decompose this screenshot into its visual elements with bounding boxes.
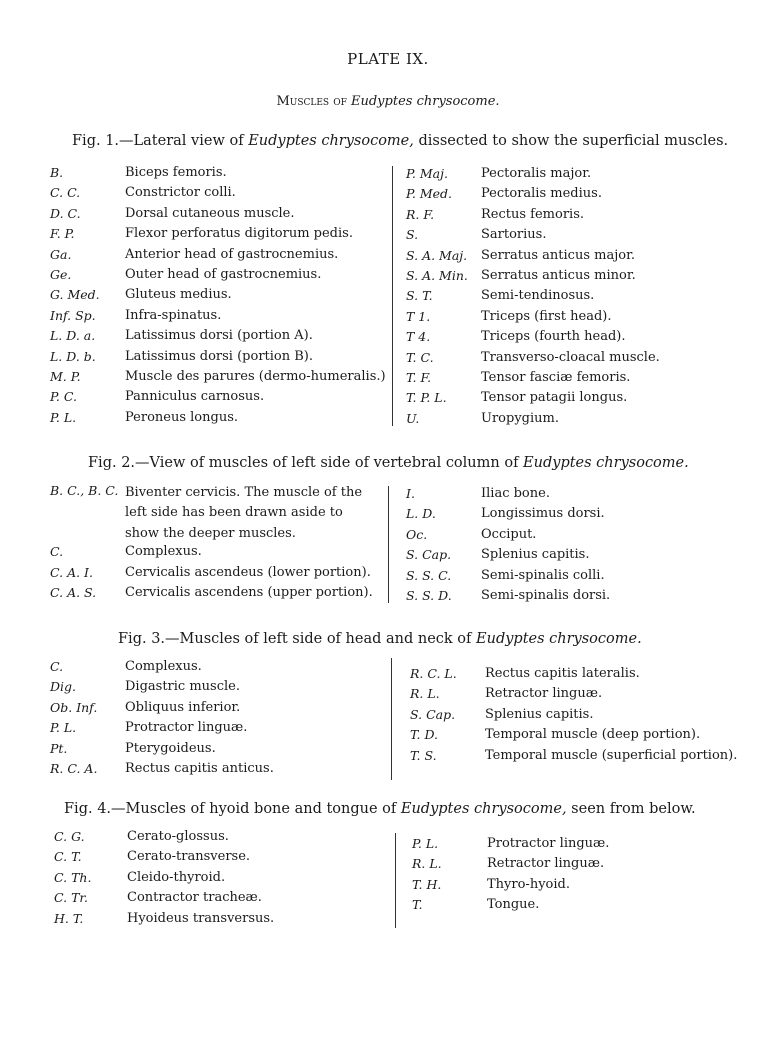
entry-name: Latissimus dorsi (portion B).: [125, 348, 313, 364]
entry-abbreviation: R. L.: [412, 856, 442, 872]
entry-abbreviation: P. Maj.: [406, 166, 448, 181]
entry-abbreviation: R. C. L.: [410, 666, 457, 681]
entry-abbreviation: R. F.: [406, 206, 435, 222]
entry-abbreviation: G. Med.: [50, 287, 100, 303]
entry-name: Gluteus medius.: [125, 287, 232, 303]
legend-entry: [54, 849, 384, 869]
entry-name: Peroneus longus.: [125, 409, 238, 425]
legend-entry: [406, 186, 736, 206]
entry-name: Sartorius.: [481, 227, 547, 243]
legend-entry: [54, 829, 384, 849]
entry-name: Triceps (fourth head).: [481, 329, 626, 345]
entry-name: Obliquus inferior.: [125, 699, 241, 715]
entry-name: Cervicalis ascendeus (lower portion).: [125, 564, 371, 580]
fig1-left-list: [50, 165, 385, 430]
entry-name: Splenius capitis.: [485, 706, 594, 722]
entry-abbreviation: C. G.: [54, 829, 85, 844]
legend-entry: [406, 547, 736, 567]
entry-name: Panniculus carnosus.: [125, 389, 265, 405]
entry-abbreviation: T. D.: [410, 727, 438, 743]
fig1-divider: [392, 166, 393, 426]
legend-entry: [50, 741, 380, 761]
entry-abbreviation: C.: [50, 544, 64, 560]
subtitle-species: Eudyptes chrysocome.: [351, 94, 500, 109]
legend-entry: [406, 411, 736, 431]
entry-abbreviation: T. F.: [406, 369, 432, 385]
entry-abbreviation: Oc.: [406, 526, 428, 542]
legend-entry: [50, 328, 385, 348]
entry-abbreviation: S. T.: [406, 288, 433, 304]
entry-abbreviation: C. A. S.: [50, 584, 97, 600]
entry-name: Biceps femoris.: [125, 165, 227, 180]
entry-abbreviation: R. L.: [410, 686, 440, 702]
entry-abbreviation: L. D.: [406, 506, 436, 522]
entry-abbreviation: B. C., B. C.: [50, 483, 119, 498]
legend-entry: [50, 267, 385, 287]
entry-abbreviation: S. S. C.: [406, 567, 452, 583]
legend-entry: [50, 565, 380, 585]
entry-name: Digastric muscle.: [125, 679, 240, 695]
entry-abbreviation: Pt.: [50, 740, 68, 756]
entry-abbreviation: C. Th.: [54, 869, 92, 885]
entry-abbreviation: T.: [412, 897, 423, 913]
entry-name: Pectoralis major.: [481, 166, 592, 181]
entry-name: Complexus.: [125, 544, 202, 560]
legend-entry: [406, 268, 736, 288]
entry-abbreviation: U.: [406, 410, 420, 426]
entry-name: Cerato-transverse.: [127, 849, 251, 865]
legend-entry: [410, 686, 740, 706]
entry-name: Retractor linguæ.: [485, 686, 603, 702]
entry-abbreviation: B.: [50, 165, 64, 180]
legend-entry: [50, 544, 380, 564]
legend-entry: [406, 390, 736, 410]
legend-entry: [50, 700, 380, 720]
fig3-right-list: [410, 666, 740, 768]
fig1-right-list: [406, 166, 736, 431]
entry-abbreviation: L. D. a.: [50, 328, 96, 344]
legend-entry: [406, 486, 736, 506]
legend-entry: [406, 370, 736, 390]
entry-name: Serratus anticus major.: [481, 247, 635, 263]
legend-entry: [410, 748, 740, 768]
entry-abbreviation: T. H.: [412, 876, 442, 892]
subtitle-prefix: Muscles of: [276, 94, 347, 109]
legend-entry: [406, 227, 736, 247]
legend-entry: [412, 877, 742, 897]
legend-entry: [412, 856, 742, 876]
entry-abbreviation: S. Cap.: [410, 706, 456, 722]
entry-abbreviation: D. C.: [50, 205, 81, 221]
legend-entry: [412, 836, 742, 856]
legend-entry: [50, 308, 385, 328]
entry-abbreviation: P. C.: [50, 389, 77, 405]
entry-name: Cleido-thyroid.: [127, 869, 226, 885]
entry-name: Longissimus dorsi.: [481, 506, 605, 522]
fig4-right-list: [412, 836, 742, 918]
legend-entry: [406, 248, 736, 268]
entry-name: Protractor linguæ.: [487, 836, 610, 851]
legend-entry: [406, 329, 736, 349]
legend-entry: [50, 585, 380, 605]
entry-name: Serratus anticus minor.: [481, 267, 636, 283]
entry-name: Occiput.: [481, 526, 537, 542]
entry-abbreviation: T. P. L.: [406, 390, 447, 406]
entry-abbreviation: C. Tr.: [54, 890, 88, 906]
entry-abbreviation: S.: [406, 227, 419, 243]
fig1-title: Fig. 1.—Lateral view of Eudyptes chrysocome, dissected to show the superficial muscles.: [72, 133, 729, 149]
fig2-right-list: [406, 486, 736, 608]
entry-abbreviation: C. C.: [50, 185, 81, 201]
entry-name: Tensor patagii longus.: [481, 390, 628, 406]
legend-entry: [410, 666, 740, 686]
entry-abbreviation: C. T.: [54, 849, 82, 865]
entry-name: Uropygium.: [481, 410, 559, 426]
fig3-left-list: [50, 659, 380, 781]
entry-abbreviation: H. T.: [54, 910, 84, 926]
entry-name: Triceps (first head).: [481, 308, 612, 324]
fig3-divider: [391, 658, 392, 780]
entry-abbreviation: S. Cap.: [406, 547, 452, 563]
legend-entry: [50, 369, 385, 389]
entry-abbreviation: R. C. A.: [50, 760, 98, 776]
entry-name: Infra-spinatus.: [125, 307, 222, 323]
entry-name: Biventer cervicis. The muscle of the left side has been drawn aside to show the deeper muscles.: [125, 485, 363, 541]
legend-entry: [50, 659, 380, 679]
entry-name: Protractor linguæ.: [125, 720, 248, 736]
entry-name: Iliac bone.: [481, 486, 550, 501]
entry-name: Anterior head of gastrocnemius.: [125, 246, 339, 262]
entry-name: Tongue.: [487, 897, 540, 913]
entry-name: Rectus femoris.: [481, 206, 584, 222]
legend-entry: [406, 309, 736, 329]
legend-entry: [406, 288, 736, 308]
legend-entry: [50, 287, 385, 307]
fig2-left-list: [50, 483, 380, 605]
fig2-divider: [388, 486, 389, 603]
entry-name: Semi-spinalis dorsi.: [481, 587, 611, 603]
fig3-title: Fig. 3.—Muscles of left side of head and neck of Eudyptes chrysocome.: [118, 631, 642, 647]
legend-entry: [50, 185, 385, 205]
legend-entry: [406, 166, 736, 186]
legend-entry: [50, 206, 385, 226]
entry-name: Rectus capitis anticus.: [125, 760, 274, 776]
legend-entry: [50, 389, 385, 409]
fig4-divider: [395, 833, 396, 928]
entry-name: Muscle des parures (dermo-humeralis.): [125, 368, 386, 384]
entry-name: Retractor linguæ.: [487, 856, 605, 872]
entry-abbreviation: L. D. b.: [50, 348, 96, 364]
entry-abbreviation: T 1.: [406, 308, 431, 324]
entry-name: Latissimus dorsi (portion A).: [125, 328, 313, 344]
entry-abbreviation: S. A. Min.: [406, 267, 468, 283]
legend-entry: [406, 588, 736, 608]
legend-entry: [406, 350, 736, 370]
fig2-title: Fig. 2.—View of muscles of left side of vertebral column of Eudyptes chrysocome.: [88, 455, 689, 471]
entry-abbreviation: S. A. Maj.: [406, 247, 468, 263]
plate-subtitle: [0, 94, 776, 109]
entry-abbreviation: P. L.: [412, 836, 439, 851]
entry-abbreviation: I.: [406, 486, 415, 501]
legend-entry: [54, 890, 384, 910]
entry-name: Pterygoideus.: [125, 740, 216, 756]
legend-entry: [406, 568, 736, 588]
entry-name: Constrictor colli.: [125, 185, 236, 201]
plate-title: PLATE IX.: [347, 50, 429, 68]
legend-entry: [410, 727, 740, 747]
entry-name: Flexor perforatus digitorum pedis.: [125, 226, 353, 242]
entry-abbreviation: T. S.: [410, 747, 437, 763]
entry-name: Pectoralis medius.: [481, 186, 602, 202]
entry-abbreviation: C. A. I.: [50, 564, 93, 580]
legend-entry: [54, 911, 384, 931]
legend-entry: [50, 410, 385, 430]
entry-abbreviation: S. S. D.: [406, 587, 452, 603]
entry-name: Complexus.: [125, 659, 202, 674]
entry-abbreviation: M. P.: [50, 368, 81, 384]
legend-entry: [50, 761, 380, 781]
entry-abbreviation: T. C.: [406, 349, 434, 365]
legend-entry: [50, 349, 385, 369]
entry-abbreviation: P. L.: [50, 720, 77, 736]
entry-abbreviation: Ga.: [50, 246, 72, 262]
legend-entry: [406, 506, 736, 526]
legend-entry: [50, 247, 385, 267]
legend-entry: [50, 226, 385, 246]
fig4-title: Fig. 4.—Muscles of hyoid bone and tongue of Eudyptes chrysocome, seen from below.: [64, 801, 696, 817]
entry-name: Tensor fasciæ femoris.: [481, 369, 631, 385]
entry-name: Temporal muscle (deep portion).: [485, 727, 701, 743]
entry-abbreviation: Ge.: [50, 266, 72, 282]
entry-abbreviation: F. P.: [50, 226, 75, 242]
entry-name: Rectus capitis lateralis.: [485, 666, 640, 681]
entry-name: Temporal muscle (superficial portion).: [485, 747, 738, 763]
legend-entry: [50, 679, 380, 699]
legend-entry: [412, 897, 742, 917]
entry-name: Semi-tendinosus.: [481, 288, 595, 304]
entry-name: Dorsal cutaneous muscle.: [125, 205, 295, 221]
legend-entry: [50, 165, 385, 185]
legend-entry: [50, 720, 380, 740]
entry-name: Semi-spinalis colli.: [481, 567, 605, 583]
legend-entry: [410, 707, 740, 727]
entry-name: Transverso-cloacal muscle.: [481, 349, 660, 365]
entry-abbreviation: P. Med.: [406, 186, 452, 202]
entry-abbreviation: C.: [50, 659, 64, 674]
entry-name: Hyoideus transversus.: [127, 910, 275, 926]
entry-abbreviation: Inf. Sp.: [50, 307, 96, 323]
legend-entry: [406, 527, 736, 547]
entry-abbreviation: P. L.: [50, 409, 77, 425]
entry-abbreviation: T 4.: [406, 329, 431, 345]
legend-entry: [50, 483, 380, 544]
fig4-left-list: [54, 829, 384, 931]
entry-abbreviation: Ob. Inf.: [50, 699, 98, 715]
entry-name: Cervicalis ascendens (upper portion).: [125, 584, 373, 600]
legend-entry: [406, 207, 736, 227]
entry-name: Outer head of gastrocnemius.: [125, 266, 322, 282]
legend-entry: [54, 870, 384, 890]
entry-name: Cerato-glossus.: [127, 829, 229, 844]
entry-name: Thyro-hyoid.: [487, 876, 570, 892]
entry-abbreviation: Dig.: [50, 679, 76, 695]
entry-name: Contractor tracheæ.: [127, 890, 262, 906]
entry-name: Splenius capitis.: [481, 547, 590, 563]
